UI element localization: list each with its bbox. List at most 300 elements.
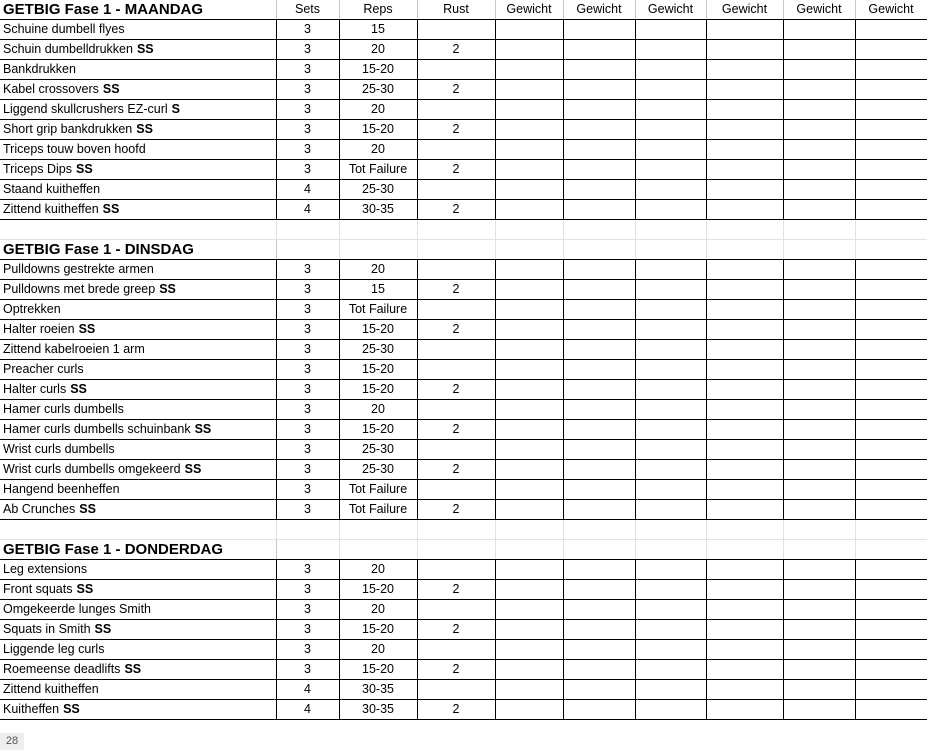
- sets-cell[interactable]: 3: [276, 500, 339, 520]
- gewicht-cell[interactable]: [495, 340, 563, 360]
- gewicht-cell[interactable]: [563, 380, 635, 400]
- empty-cell[interactable]: [563, 520, 635, 540]
- sets-cell[interactable]: 4: [276, 680, 339, 700]
- gewicht-cell[interactable]: [706, 60, 783, 80]
- empty-cell[interactable]: [855, 240, 927, 260]
- gewicht-cell[interactable]: [635, 40, 706, 60]
- sets-cell[interactable]: 3: [276, 360, 339, 380]
- rust-cell[interactable]: 2: [417, 320, 495, 340]
- sets-cell[interactable]: 3: [276, 440, 339, 460]
- gewicht-cell[interactable]: [706, 700, 783, 720]
- reps-cell[interactable]: 20: [339, 400, 417, 420]
- day-title[interactable]: GETBIG Fase 1 - DONDERDAG: [0, 540, 276, 560]
- gewicht-cell[interactable]: [635, 260, 706, 280]
- gewicht-cell[interactable]: [495, 460, 563, 480]
- gewicht-cell[interactable]: [706, 640, 783, 660]
- sets-cell[interactable]: 3: [276, 480, 339, 500]
- gewicht-cell[interactable]: [855, 160, 927, 180]
- gewicht-cell[interactable]: [783, 160, 855, 180]
- reps-cell[interactable]: 20: [339, 100, 417, 120]
- rust-cell[interactable]: [417, 20, 495, 40]
- rust-cell[interactable]: [417, 600, 495, 620]
- gewicht-cell[interactable]: [855, 580, 927, 600]
- empty-cell[interactable]: [417, 520, 495, 540]
- gewicht-cell[interactable]: [563, 80, 635, 100]
- gewicht-cell[interactable]: [706, 340, 783, 360]
- gewicht-cell[interactable]: [635, 280, 706, 300]
- gewicht-cell[interactable]: [563, 160, 635, 180]
- gewicht-cell[interactable]: [855, 20, 927, 40]
- empty-cell[interactable]: [635, 540, 706, 560]
- gewicht-cell[interactable]: [495, 140, 563, 160]
- rust-cell[interactable]: [417, 300, 495, 320]
- empty-cell[interactable]: [783, 540, 855, 560]
- gewicht-cell[interactable]: [706, 560, 783, 580]
- reps-cell[interactable]: Tot Failure: [339, 500, 417, 520]
- gewicht-cell[interactable]: [855, 700, 927, 720]
- gewicht-cell[interactable]: [563, 340, 635, 360]
- gewicht-cell[interactable]: [495, 600, 563, 620]
- gewicht-cell[interactable]: [706, 600, 783, 620]
- gewicht-cell[interactable]: [783, 100, 855, 120]
- gewicht-cell[interactable]: [635, 320, 706, 340]
- gewicht-cell[interactable]: [855, 100, 927, 120]
- reps-cell[interactable]: 15-20: [339, 420, 417, 440]
- gewicht-cell[interactable]: [855, 440, 927, 460]
- gewicht-cell[interactable]: [855, 300, 927, 320]
- gewicht-cell[interactable]: [495, 680, 563, 700]
- gewicht-cell[interactable]: [635, 380, 706, 400]
- gewicht-cell[interactable]: [783, 300, 855, 320]
- gewicht-cell[interactable]: [783, 360, 855, 380]
- empty-cell[interactable]: [855, 520, 927, 540]
- gewicht-cell[interactable]: [855, 60, 927, 80]
- exercise-name-cell[interactable]: [0, 620, 276, 640]
- sets-cell[interactable]: 3: [276, 60, 339, 80]
- gewicht-cell[interactable]: [635, 660, 706, 680]
- gewicht-cell[interactable]: [563, 60, 635, 80]
- gewicht-cell[interactable]: [495, 660, 563, 680]
- rust-cell[interactable]: [417, 480, 495, 500]
- gewicht-cell[interactable]: [855, 260, 927, 280]
- gewicht-cell[interactable]: [495, 320, 563, 340]
- gewicht-cell[interactable]: [563, 260, 635, 280]
- empty-cell[interactable]: [563, 540, 635, 560]
- reps-cell[interactable]: 15: [339, 280, 417, 300]
- gewicht-cell[interactable]: [855, 460, 927, 480]
- exercise-name-cell[interactable]: [0, 80, 276, 100]
- rust-cell[interactable]: 2: [417, 460, 495, 480]
- exercise-name-cell[interactable]: [0, 340, 276, 360]
- exercise-name-cell[interactable]: [0, 320, 276, 340]
- gewicht-cell[interactable]: [783, 120, 855, 140]
- gewicht-cell[interactable]: [495, 20, 563, 40]
- reps-cell[interactable]: 25-30: [339, 440, 417, 460]
- rust-cell[interactable]: [417, 60, 495, 80]
- sets-cell[interactable]: 3: [276, 100, 339, 120]
- rust-cell[interactable]: [417, 560, 495, 580]
- gewicht-cell[interactable]: [635, 500, 706, 520]
- reps-cell[interactable]: 20: [339, 560, 417, 580]
- rust-cell[interactable]: [417, 100, 495, 120]
- sets-cell[interactable]: 3: [276, 660, 339, 680]
- gewicht-cell[interactable]: [495, 500, 563, 520]
- gewicht-cell[interactable]: [495, 180, 563, 200]
- gewicht-cell[interactable]: [706, 620, 783, 640]
- empty-cell[interactable]: [495, 540, 563, 560]
- gewicht-cell[interactable]: [563, 20, 635, 40]
- gewicht-cell[interactable]: [635, 200, 706, 220]
- gewicht-cell[interactable]: [783, 420, 855, 440]
- empty-cell[interactable]: [417, 220, 495, 240]
- gewicht-cell[interactable]: [855, 400, 927, 420]
- reps-cell[interactable]: 15-20: [339, 380, 417, 400]
- gewicht-cell[interactable]: [563, 700, 635, 720]
- gewicht-cell[interactable]: [706, 380, 783, 400]
- gewicht-cell[interactable]: [635, 620, 706, 640]
- gewicht-cell[interactable]: [495, 80, 563, 100]
- gewicht-cell[interactable]: [563, 640, 635, 660]
- rust-cell[interactable]: 2: [417, 120, 495, 140]
- empty-cell[interactable]: [276, 520, 339, 540]
- gewicht-cell[interactable]: [635, 180, 706, 200]
- empty-cell[interactable]: [276, 220, 339, 240]
- reps-cell[interactable]: 20: [339, 260, 417, 280]
- gewicht-cell[interactable]: [635, 140, 706, 160]
- rust-cell[interactable]: 2: [417, 200, 495, 220]
- empty-cell[interactable]: [706, 540, 783, 560]
- gewicht-cell[interactable]: [635, 460, 706, 480]
- empty-cell[interactable]: [339, 520, 417, 540]
- reps-cell[interactable]: 15-20: [339, 580, 417, 600]
- gewicht-cell[interactable]: [495, 640, 563, 660]
- gewicht-cell[interactable]: [635, 80, 706, 100]
- column-header-gewicht[interactable]: Gewicht: [855, 0, 927, 20]
- gewicht-cell[interactable]: [783, 640, 855, 660]
- gewicht-cell[interactable]: [855, 360, 927, 380]
- column-header-gewicht[interactable]: Gewicht: [495, 0, 563, 20]
- rust-cell[interactable]: [417, 400, 495, 420]
- empty-cell[interactable]: [0, 220, 276, 240]
- gewicht-cell[interactable]: [563, 400, 635, 420]
- gewicht-cell[interactable]: [563, 680, 635, 700]
- exercise-name-cell[interactable]: [0, 360, 276, 380]
- empty-cell[interactable]: [417, 240, 495, 260]
- exercise-name-cell[interactable]: [0, 660, 276, 680]
- empty-cell[interactable]: [495, 240, 563, 260]
- exercise-name-cell[interactable]: [0, 400, 276, 420]
- reps-cell[interactable]: 15-20: [339, 320, 417, 340]
- sets-cell[interactable]: 3: [276, 300, 339, 320]
- sets-cell[interactable]: 4: [276, 700, 339, 720]
- gewicht-cell[interactable]: [635, 560, 706, 580]
- gewicht-cell[interactable]: [495, 580, 563, 600]
- gewicht-cell[interactable]: [783, 380, 855, 400]
- gewicht-cell[interactable]: [495, 160, 563, 180]
- gewicht-cell[interactable]: [635, 340, 706, 360]
- gewicht-cell[interactable]: [706, 480, 783, 500]
- gewicht-cell[interactable]: [563, 560, 635, 580]
- gewicht-cell[interactable]: [563, 280, 635, 300]
- gewicht-cell[interactable]: [635, 360, 706, 380]
- gewicht-cell[interactable]: [855, 620, 927, 640]
- reps-cell[interactable]: 15-20: [339, 620, 417, 640]
- gewicht-cell[interactable]: [706, 360, 783, 380]
- gewicht-cell[interactable]: [635, 20, 706, 40]
- gewicht-cell[interactable]: [563, 440, 635, 460]
- sets-cell[interactable]: 3: [276, 120, 339, 140]
- gewicht-cell[interactable]: [495, 620, 563, 640]
- gewicht-cell[interactable]: [635, 480, 706, 500]
- empty-cell[interactable]: [563, 220, 635, 240]
- gewicht-cell[interactable]: [783, 560, 855, 580]
- reps-cell[interactable]: 25-30: [339, 180, 417, 200]
- reps-cell[interactable]: 20: [339, 40, 417, 60]
- rust-cell[interactable]: 2: [417, 380, 495, 400]
- rust-cell[interactable]: 2: [417, 700, 495, 720]
- empty-cell[interactable]: [276, 540, 339, 560]
- gewicht-cell[interactable]: [706, 20, 783, 40]
- sets-cell[interactable]: 3: [276, 340, 339, 360]
- empty-cell[interactable]: [339, 240, 417, 260]
- empty-cell[interactable]: [783, 220, 855, 240]
- exercise-name-cell[interactable]: [0, 100, 276, 120]
- reps-cell[interactable]: 20: [339, 600, 417, 620]
- gewicht-cell[interactable]: [635, 300, 706, 320]
- rust-cell[interactable]: 2: [417, 580, 495, 600]
- gewicht-cell[interactable]: [495, 380, 563, 400]
- gewicht-cell[interactable]: [706, 180, 783, 200]
- gewicht-cell[interactable]: [563, 200, 635, 220]
- gewicht-cell[interactable]: [495, 100, 563, 120]
- gewicht-cell[interactable]: [783, 660, 855, 680]
- gewicht-cell[interactable]: [563, 40, 635, 60]
- gewicht-cell[interactable]: [495, 120, 563, 140]
- empty-cell[interactable]: [495, 520, 563, 540]
- gewicht-cell[interactable]: [563, 100, 635, 120]
- gewicht-cell[interactable]: [706, 660, 783, 680]
- gewicht-cell[interactable]: [706, 680, 783, 700]
- gewicht-cell[interactable]: [563, 600, 635, 620]
- sets-cell[interactable]: 3: [276, 160, 339, 180]
- gewicht-cell[interactable]: [706, 320, 783, 340]
- reps-cell[interactable]: 30-35: [339, 200, 417, 220]
- reps-cell[interactable]: 15-20: [339, 660, 417, 680]
- column-header-gewicht[interactable]: Gewicht: [563, 0, 635, 20]
- gewicht-cell[interactable]: [635, 700, 706, 720]
- day-title[interactable]: GETBIG Fase 1 - MAANDAG: [0, 0, 276, 20]
- gewicht-cell[interactable]: [706, 420, 783, 440]
- reps-cell[interactable]: Tot Failure: [339, 480, 417, 500]
- gewicht-cell[interactable]: [706, 40, 783, 60]
- exercise-name-cell[interactable]: [0, 140, 276, 160]
- reps-cell[interactable]: 25-30: [339, 80, 417, 100]
- empty-cell[interactable]: [706, 520, 783, 540]
- exercise-name-cell[interactable]: [0, 280, 276, 300]
- reps-cell[interactable]: 15: [339, 20, 417, 40]
- gewicht-cell[interactable]: [495, 360, 563, 380]
- empty-cell[interactable]: [635, 520, 706, 540]
- gewicht-cell[interactable]: [855, 660, 927, 680]
- gewicht-cell[interactable]: [855, 320, 927, 340]
- rust-cell[interactable]: [417, 440, 495, 460]
- column-header-rust[interactable]: Rust: [417, 0, 495, 20]
- empty-cell[interactable]: [855, 220, 927, 240]
- sets-cell[interactable]: 3: [276, 580, 339, 600]
- gewicht-cell[interactable]: [563, 620, 635, 640]
- gewicht-cell[interactable]: [855, 120, 927, 140]
- gewicht-cell[interactable]: [495, 280, 563, 300]
- gewicht-cell[interactable]: [495, 480, 563, 500]
- gewicht-cell[interactable]: [706, 400, 783, 420]
- gewicht-cell[interactable]: [855, 680, 927, 700]
- empty-cell[interactable]: [495, 220, 563, 240]
- gewicht-cell[interactable]: [635, 420, 706, 440]
- rust-cell[interactable]: 2: [417, 280, 495, 300]
- gewicht-cell[interactable]: [563, 500, 635, 520]
- rust-cell[interactable]: 2: [417, 160, 495, 180]
- gewicht-cell[interactable]: [855, 500, 927, 520]
- exercise-name-cell[interactable]: [0, 200, 276, 220]
- gewicht-cell[interactable]: [706, 580, 783, 600]
- reps-cell[interactable]: Tot Failure: [339, 160, 417, 180]
- gewicht-cell[interactable]: [706, 100, 783, 120]
- gewicht-cell[interactable]: [563, 660, 635, 680]
- gewicht-cell[interactable]: [635, 160, 706, 180]
- reps-cell[interactable]: 25-30: [339, 460, 417, 480]
- gewicht-cell[interactable]: [855, 380, 927, 400]
- exercise-name-cell[interactable]: [0, 440, 276, 460]
- gewicht-cell[interactable]: [783, 60, 855, 80]
- gewicht-cell[interactable]: [783, 180, 855, 200]
- gewicht-cell[interactable]: [495, 60, 563, 80]
- gewicht-cell[interactable]: [855, 600, 927, 620]
- sets-cell[interactable]: 3: [276, 560, 339, 580]
- gewicht-cell[interactable]: [783, 580, 855, 600]
- reps-cell[interactable]: 15-20: [339, 60, 417, 80]
- sets-cell[interactable]: 3: [276, 260, 339, 280]
- exercise-name-cell[interactable]: [0, 700, 276, 720]
- gewicht-cell[interactable]: [495, 260, 563, 280]
- gewicht-cell[interactable]: [635, 640, 706, 660]
- sets-cell[interactable]: 4: [276, 180, 339, 200]
- gewicht-cell[interactable]: [783, 700, 855, 720]
- sets-cell[interactable]: 3: [276, 140, 339, 160]
- rust-cell[interactable]: [417, 640, 495, 660]
- empty-cell[interactable]: [783, 520, 855, 540]
- reps-cell[interactable]: 30-35: [339, 700, 417, 720]
- column-header-sets[interactable]: Sets: [276, 0, 339, 20]
- exercise-name-cell[interactable]: [0, 420, 276, 440]
- sets-cell[interactable]: 3: [276, 280, 339, 300]
- gewicht-cell[interactable]: [706, 120, 783, 140]
- gewicht-cell[interactable]: [783, 340, 855, 360]
- gewicht-cell[interactable]: [495, 700, 563, 720]
- rust-cell[interactable]: [417, 680, 495, 700]
- exercise-name-cell[interactable]: [0, 560, 276, 580]
- empty-cell[interactable]: [276, 240, 339, 260]
- day-title[interactable]: GETBIG Fase 1 - DINSDAG: [0, 240, 276, 260]
- rust-cell[interactable]: [417, 140, 495, 160]
- gewicht-cell[interactable]: [706, 500, 783, 520]
- gewicht-cell[interactable]: [706, 300, 783, 320]
- exercise-name-cell[interactable]: [0, 680, 276, 700]
- sets-cell[interactable]: 3: [276, 620, 339, 640]
- gewicht-cell[interactable]: [495, 40, 563, 60]
- exercise-name-cell[interactable]: [0, 500, 276, 520]
- column-header-gewicht[interactable]: Gewicht: [706, 0, 783, 20]
- column-header-gewicht[interactable]: Gewicht: [635, 0, 706, 20]
- exercise-name-cell[interactable]: [0, 580, 276, 600]
- gewicht-cell[interactable]: [783, 460, 855, 480]
- gewicht-cell[interactable]: [706, 200, 783, 220]
- gewicht-cell[interactable]: [706, 160, 783, 180]
- gewicht-cell[interactable]: [635, 580, 706, 600]
- empty-cell[interactable]: [339, 220, 417, 240]
- gewicht-cell[interactable]: [855, 280, 927, 300]
- exercise-name-cell[interactable]: [0, 60, 276, 80]
- exercise-name-cell[interactable]: [0, 480, 276, 500]
- empty-cell[interactable]: [855, 540, 927, 560]
- gewicht-cell[interactable]: [495, 420, 563, 440]
- reps-cell[interactable]: 20: [339, 640, 417, 660]
- empty-cell[interactable]: [635, 220, 706, 240]
- gewicht-cell[interactable]: [855, 420, 927, 440]
- gewicht-cell[interactable]: [855, 140, 927, 160]
- gewicht-cell[interactable]: [563, 360, 635, 380]
- gewicht-cell[interactable]: [706, 260, 783, 280]
- rust-cell[interactable]: [417, 360, 495, 380]
- gewicht-cell[interactable]: [495, 200, 563, 220]
- gewicht-cell[interactable]: [563, 420, 635, 440]
- sets-cell[interactable]: 3: [276, 320, 339, 340]
- gewicht-cell[interactable]: [855, 200, 927, 220]
- gewicht-cell[interactable]: [635, 680, 706, 700]
- gewicht-cell[interactable]: [783, 440, 855, 460]
- gewicht-cell[interactable]: [563, 480, 635, 500]
- column-header-reps[interactable]: Reps: [339, 0, 417, 20]
- gewicht-cell[interactable]: [706, 460, 783, 480]
- gewicht-cell[interactable]: [635, 600, 706, 620]
- gewicht-cell[interactable]: [563, 300, 635, 320]
- gewicht-cell[interactable]: [783, 480, 855, 500]
- gewicht-cell[interactable]: [563, 580, 635, 600]
- exercise-name-cell[interactable]: [0, 20, 276, 40]
- gewicht-cell[interactable]: [855, 340, 927, 360]
- empty-cell[interactable]: [635, 240, 706, 260]
- rust-cell[interactable]: 2: [417, 40, 495, 60]
- exercise-name-cell[interactable]: [0, 160, 276, 180]
- gewicht-cell[interactable]: [635, 100, 706, 120]
- exercise-name-cell[interactable]: [0, 120, 276, 140]
- gewicht-cell[interactable]: [783, 500, 855, 520]
- gewicht-cell[interactable]: [706, 280, 783, 300]
- gewicht-cell[interactable]: [783, 200, 855, 220]
- rust-cell[interactable]: 2: [417, 620, 495, 640]
- gewicht-cell[interactable]: [855, 40, 927, 60]
- gewicht-cell[interactable]: [495, 440, 563, 460]
- column-header-gewicht[interactable]: Gewicht: [783, 0, 855, 20]
- reps-cell[interactable]: 15-20: [339, 120, 417, 140]
- gewicht-cell[interactable]: [783, 260, 855, 280]
- sets-cell[interactable]: 3: [276, 640, 339, 660]
- gewicht-cell[interactable]: [783, 140, 855, 160]
- sets-cell[interactable]: 3: [276, 40, 339, 60]
- exercise-name-cell[interactable]: [0, 640, 276, 660]
- rust-cell[interactable]: [417, 180, 495, 200]
- gewicht-cell[interactable]: [783, 20, 855, 40]
- gewicht-cell[interactable]: [783, 40, 855, 60]
